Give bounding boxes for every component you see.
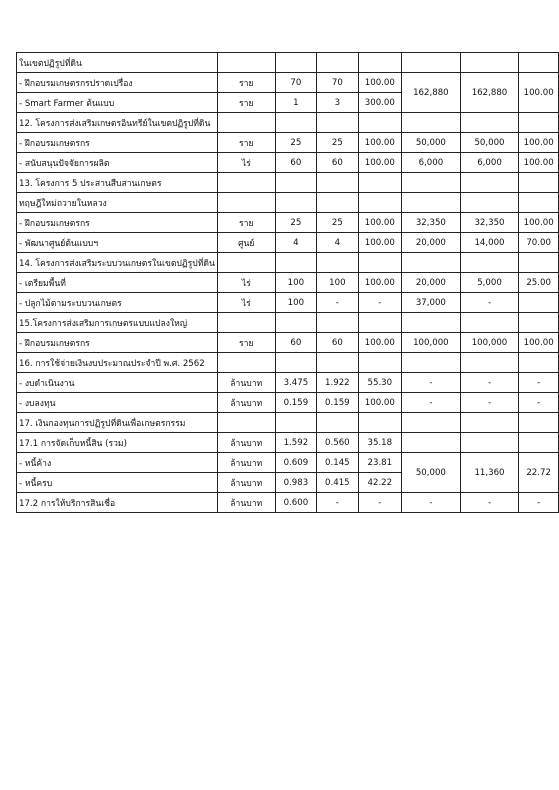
table-row	[17, 293, 559, 313]
value-cell: 100.00	[358, 133, 401, 153]
value-cell: 1	[275, 93, 316, 113]
table-row	[17, 373, 559, 393]
unit-cell: ล้านบาท	[217, 393, 275, 413]
unit-cell: ราย	[217, 133, 275, 153]
value-cell: 70	[275, 73, 316, 93]
value-cell	[460, 413, 519, 433]
value-cell	[317, 53, 358, 73]
value-cell	[519, 173, 559, 193]
unit-cell	[217, 353, 275, 373]
value-cell: 100.00	[358, 73, 401, 93]
row-label: 13. โครงการ 5 ประสานสืบสานเกษตร	[17, 173, 218, 193]
row-label: 17.2 การให้บริการสินเชื่อ	[17, 493, 218, 513]
value-cell: 42.22	[358, 473, 401, 493]
value-cell: 25	[275, 133, 316, 153]
value-cell: 50,000	[460, 133, 519, 153]
value-cell: 20,000	[402, 233, 461, 253]
value-cell	[519, 113, 559, 133]
value-cell	[317, 173, 358, 193]
value-cell: -	[519, 393, 559, 413]
unit-cell: ล้านบาท	[217, 453, 275, 473]
table-row	[17, 453, 559, 473]
value-cell	[460, 53, 519, 73]
value-cell: 100.00	[358, 273, 401, 293]
value-cell	[519, 53, 559, 73]
value-cell: 3	[317, 93, 358, 113]
value-cell: 100	[275, 273, 316, 293]
value-cell: 0.145	[317, 453, 358, 473]
value-cell: 300.00	[358, 93, 401, 113]
value-cell: 11,360	[460, 453, 519, 493]
row-label: - ฝึกอบรมเกษตรกรปราดเปรื่อง	[17, 73, 218, 93]
value-cell	[402, 353, 461, 373]
table-row	[17, 393, 559, 413]
value-cell	[460, 253, 519, 273]
value-cell	[358, 53, 401, 73]
row-label: - งบดำเนินงาน	[17, 373, 218, 393]
value-cell: 25	[317, 133, 358, 153]
unit-cell	[217, 313, 275, 333]
value-cell: 100	[275, 293, 316, 313]
value-cell	[275, 253, 316, 273]
value-cell: 1.922	[317, 373, 358, 393]
value-cell: 6,000	[402, 153, 461, 173]
table-row	[17, 233, 559, 253]
value-cell	[402, 413, 461, 433]
unit-cell	[217, 253, 275, 273]
value-cell: 25.00	[519, 273, 559, 293]
value-cell: -	[358, 293, 401, 313]
value-cell: 0.983	[275, 473, 316, 493]
value-cell	[275, 113, 316, 133]
value-cell: -	[402, 373, 461, 393]
value-cell: 100.00	[358, 393, 401, 413]
row-label: 17.1 การจัดเก็บหนี้สิน (รวม)	[17, 433, 218, 453]
value-cell: 14,000	[460, 233, 519, 253]
table-row	[17, 273, 559, 293]
value-cell: 70	[317, 73, 358, 93]
value-cell: 0.159	[317, 393, 358, 413]
value-cell: 162,880	[460, 73, 519, 113]
row-label: ในเขตปฏิรูปที่ดิน	[17, 53, 218, 73]
value-cell: 0.159	[275, 393, 316, 413]
value-cell: 0.560	[317, 433, 358, 453]
value-cell	[460, 353, 519, 373]
unit-cell: ราย	[217, 93, 275, 113]
value-cell: 20,000	[402, 273, 461, 293]
value-cell	[275, 173, 316, 193]
value-cell	[519, 253, 559, 273]
value-cell: 4	[317, 233, 358, 253]
table-row	[17, 253, 559, 273]
value-cell: 0.609	[275, 453, 316, 473]
value-cell	[519, 413, 559, 433]
value-cell	[358, 413, 401, 433]
table-row	[17, 213, 559, 233]
table-row	[17, 433, 559, 453]
value-cell: -	[460, 393, 519, 413]
value-cell	[460, 173, 519, 193]
unit-cell: ไร่	[217, 153, 275, 173]
row-label: - Smart Farmer ต้นแบบ	[17, 93, 218, 113]
unit-cell	[217, 413, 275, 433]
value-cell	[519, 293, 559, 313]
value-cell: 5,000	[460, 273, 519, 293]
table-row	[17, 133, 559, 153]
unit-cell: ราย	[217, 73, 275, 93]
unit-cell	[217, 113, 275, 133]
value-cell: 4	[275, 233, 316, 253]
row-label: - หนี้ครบ	[17, 473, 218, 493]
unit-cell: ล้านบาท	[217, 493, 275, 513]
row-label: - ฝึกอบรมเกษตรกร	[17, 213, 218, 233]
value-cell	[275, 313, 316, 333]
unit-cell: ไร่	[217, 293, 275, 313]
table-row	[17, 153, 559, 173]
row-label: ทฤษฎีใหม่ถวายในหลวง	[17, 193, 218, 213]
value-cell: 0.415	[317, 473, 358, 493]
results-table	[16, 52, 559, 513]
value-cell: 60	[275, 333, 316, 353]
value-cell	[317, 253, 358, 273]
value-cell: 100.00	[519, 333, 559, 353]
value-cell	[402, 253, 461, 273]
row-label: 12. โครงการส่งเสริมเกษตรอินทรีย์ในเขตปฏิรูปที่ดิน	[17, 113, 218, 133]
value-cell: 37,000	[402, 293, 461, 313]
value-cell: 100	[317, 273, 358, 293]
unit-cell	[217, 53, 275, 73]
value-cell: 50,000	[402, 453, 461, 493]
table-row	[17, 173, 559, 193]
unit-cell: ไร่	[217, 273, 275, 293]
value-cell: 25	[275, 213, 316, 233]
table-row	[17, 333, 559, 353]
value-cell: -	[402, 393, 461, 413]
value-cell	[275, 353, 316, 373]
value-cell: 32,350	[402, 213, 461, 233]
value-cell	[402, 113, 461, 133]
value-cell: 3.475	[275, 373, 316, 393]
value-cell: -	[519, 493, 559, 513]
value-cell: 100,000	[402, 333, 461, 353]
table-row	[17, 353, 559, 373]
value-cell: 6,000	[460, 153, 519, 173]
value-cell: -	[358, 493, 401, 513]
unit-cell: ล้านบาท	[217, 433, 275, 453]
value-cell	[358, 173, 401, 193]
table-row	[17, 193, 559, 213]
value-cell: 162,880	[402, 73, 461, 113]
value-cell	[317, 193, 358, 213]
value-cell: 100,000	[460, 333, 519, 353]
value-cell: -	[402, 493, 461, 513]
value-cell: 35.18	[358, 433, 401, 453]
value-cell: 100.00	[519, 133, 559, 153]
value-cell: 100.00	[358, 233, 401, 253]
row-label: - เตรียมพื้นที่	[17, 273, 218, 293]
value-cell: 100.00	[358, 153, 401, 173]
value-cell: 100.00	[519, 213, 559, 233]
value-cell: 100.00	[519, 153, 559, 173]
value-cell	[358, 113, 401, 133]
value-cell: 1.592	[275, 433, 316, 453]
table-row	[17, 313, 559, 333]
value-cell: 0.600	[275, 493, 316, 513]
value-cell	[460, 113, 519, 133]
value-cell	[402, 53, 461, 73]
value-cell	[402, 173, 461, 193]
value-cell: 32,350	[460, 213, 519, 233]
table-row	[17, 73, 559, 93]
unit-cell: ล้านบาท	[217, 473, 275, 493]
value-cell: -	[317, 493, 358, 513]
value-cell: 60	[317, 153, 358, 173]
value-cell	[275, 193, 316, 213]
value-cell: 70.00	[519, 233, 559, 253]
value-cell: -	[460, 493, 519, 513]
value-cell	[519, 313, 559, 333]
row-label: - ฝึกอบรมเกษตรกร	[17, 333, 218, 353]
value-cell: 22.72	[519, 453, 559, 493]
unit-cell: ศูนย์	[217, 233, 275, 253]
value-cell: 60	[317, 333, 358, 353]
table-row	[17, 113, 559, 133]
value-cell: 50,000	[402, 133, 461, 153]
unit-cell: ราย	[217, 333, 275, 353]
value-cell	[460, 193, 519, 213]
value-cell	[460, 313, 519, 333]
unit-cell: ล้านบาท	[217, 373, 275, 393]
row-label: - สนับสนุนปัจจัยการผลิต	[17, 153, 218, 173]
value-cell: -	[460, 293, 519, 313]
row-label: - งบลงทุน	[17, 393, 218, 413]
value-cell	[358, 353, 401, 373]
value-cell	[402, 313, 461, 333]
row-label: 14. โครงการส่งเสริมระบบวนเกษตรในเขตปฏิรูปที่ดิน	[17, 253, 218, 273]
row-label: 15.โครงการส่งเสริมการเกษตรแบบแปลงใหญ่	[17, 313, 218, 333]
value-cell: 23.81	[358, 453, 401, 473]
value-cell: 100.00	[358, 213, 401, 233]
value-cell: 25	[317, 213, 358, 233]
row-label: - ฝึกอบรมเกษตรกร	[17, 133, 218, 153]
table-row	[17, 53, 559, 73]
value-cell	[402, 433, 461, 453]
value-cell	[275, 53, 316, 73]
value-cell: -	[519, 373, 559, 393]
value-cell: -	[460, 373, 519, 393]
value-cell	[317, 113, 358, 133]
value-cell	[519, 433, 559, 453]
value-cell	[358, 313, 401, 333]
row-label: - หนี้ค้าง	[17, 453, 218, 473]
value-cell: 55.30	[358, 373, 401, 393]
value-cell	[358, 253, 401, 273]
value-cell: -	[317, 293, 358, 313]
row-label: 16. การใช้จ่ายเงินงบประมาณประจำปี พ.ศ. 2562	[17, 353, 218, 373]
row-label: - ปลูกไม้ตามระบบวนเกษตร	[17, 293, 218, 313]
unit-cell	[217, 193, 275, 213]
value-cell	[460, 433, 519, 453]
value-cell: 100.00	[519, 73, 559, 113]
table-row	[17, 413, 559, 433]
value-cell: 100.00	[358, 333, 401, 353]
value-cell	[317, 353, 358, 373]
value-cell	[317, 413, 358, 433]
row-label: 17. เงินกองทุนการปฏิรูปที่ดินเพื่อเกษตรกรรม	[17, 413, 218, 433]
value-cell	[317, 313, 358, 333]
value-cell	[275, 413, 316, 433]
value-cell	[358, 193, 401, 213]
table-row	[17, 493, 559, 513]
unit-cell: ราย	[217, 213, 275, 233]
value-cell	[519, 193, 559, 213]
value-cell	[519, 353, 559, 373]
unit-cell	[217, 173, 275, 193]
value-cell: 60	[275, 153, 316, 173]
value-cell	[402, 193, 461, 213]
row-label: - พัฒนาศูนย์ต้นแบบฯ	[17, 233, 218, 253]
